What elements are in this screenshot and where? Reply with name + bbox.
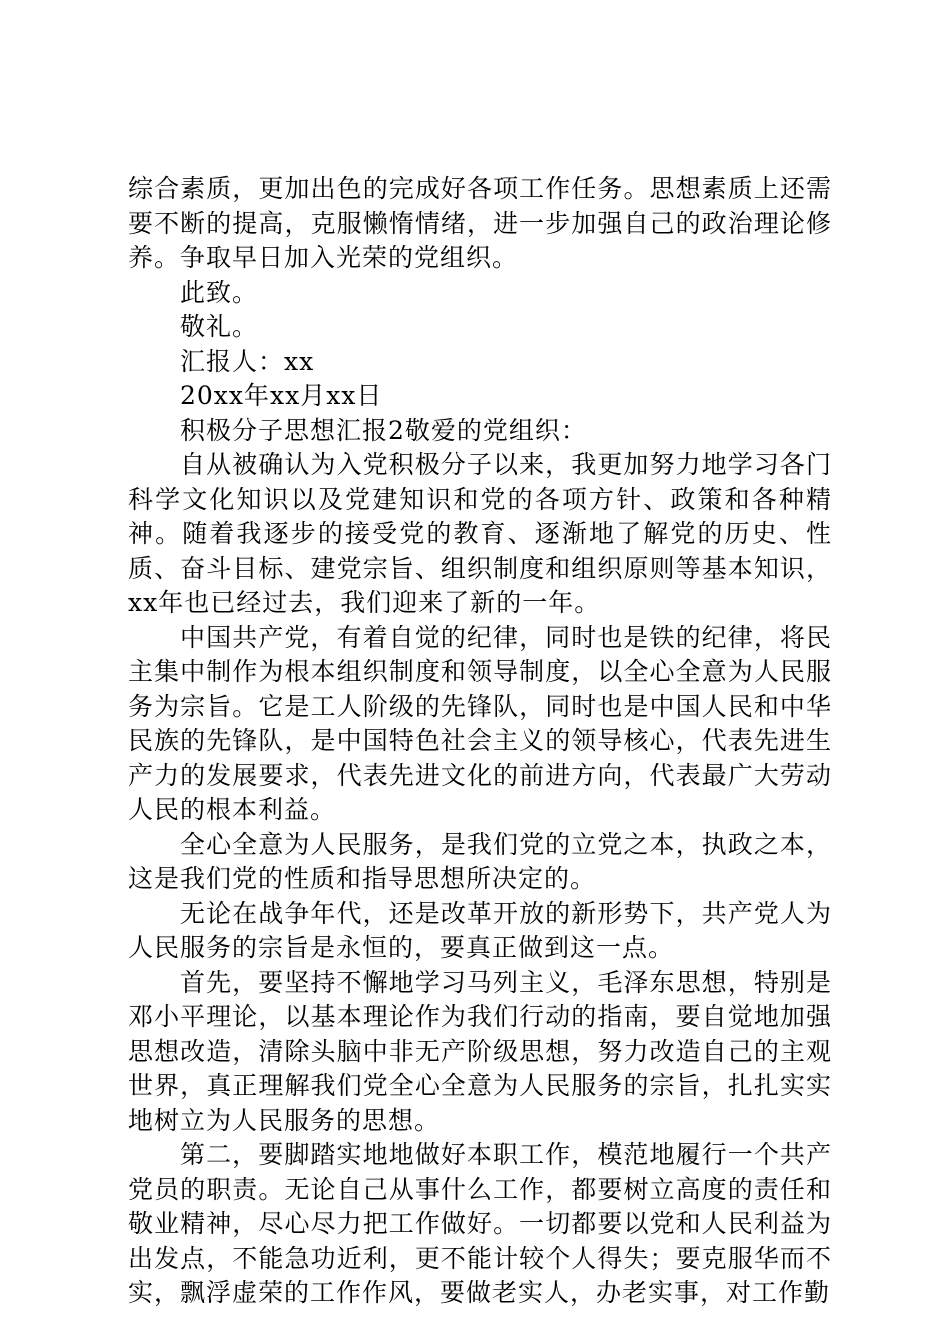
paragraph-reporter: 汇报人：xx <box>180 346 315 376</box>
paragraph: 无论在战争年代，还是改革开放的新形势下，共产党人为人民服务的宗旨是永恒的，要真正做到这一点。 <box>128 898 832 962</box>
paragraph-closing: 此致。 <box>180 277 259 307</box>
paragraph-date: 20xx年xx月xx日 <box>180 381 383 410</box>
paragraph: 中国共产党，有着自觉的纪律，同时也是铁的纪律，将民主集中制作为根本组织制度和领导制度，以全心全意为人民服务为宗旨。它是工人阶级的先锋队，同时也是中国人民和中华民族的先锋队，是中国特色社会主义的领导核心，代表先进生产力的发展要求，代表先进文化的前进方向，代表最广大劳动人民的根本利益。 <box>128 622 832 824</box>
paragraph: 自从被确认为入党积极分子以来，我更加努力地学习各门科学文化知识以及党建知识和党的各项方针、政策和各种精神。随着我逐步的接受党的教育、逐渐地了解党的历史、性质、奋斗目标、建党宗旨、组织制度和组织原则等基本知识，xx年也已经过去，我们迎来了新的一年。 <box>128 450 832 617</box>
document-body <box>128 172 832 1311</box>
paragraph-salute: 敬礼。 <box>180 312 259 341</box>
paragraph: 全心全意为人民服务，是我们党的立党之本，执政之本，这是我们党的性质和指导思想所决定的。 <box>128 829 832 893</box>
paragraph: 第二，要脚踏实地地做好本职工作，模范地履行一个共产党员的职责。无论自己从事什么工作，都要树立高度的责任和敬业精神，尽心尽力把工作做好。一切都要以党和人民利益为出发点，不能急功近利，更不能计较个人得失；要克服华而不实，飘浮虚荣的工作作风，要做老实人，办老实事，对工作勤 <box>128 1140 832 1307</box>
paragraph: 综合素质，更加出色的完成好各项工作任务。思想素质上还需要不断的提高，克服懒惰情绪，进一步加强自己的政治理论修养。争取早日加入光荣的党组织。 <box>128 174 832 272</box>
paragraph-heading: 积极分子思想汇报2敬爱的党组织： <box>180 415 587 445</box>
paragraph: 首先，要坚持不懈地学习马列主义，毛泽东思想，特别是邓小平理论，以基本理论作为我们行动的指南，要自觉地加强思想改造，清除头脑中非无产阶级思想，努力改造自己的主观世界，真正理解我们党全心全意为人民服务的宗旨，扎扎实实地树立为人民服务的思想。 <box>128 967 832 1135</box>
